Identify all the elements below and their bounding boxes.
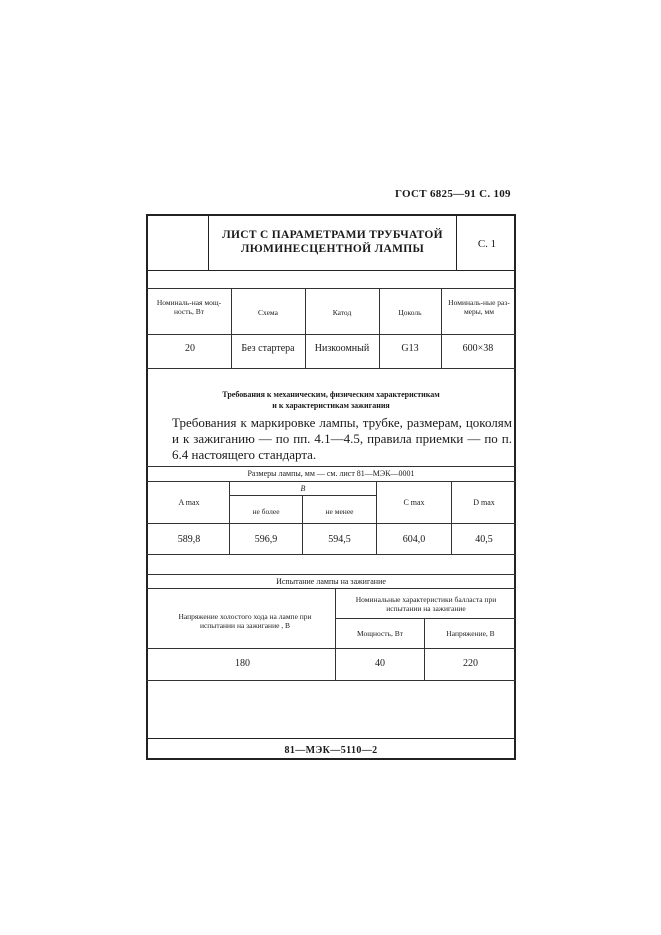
params-header-power: Номиналь-ная мощ-ность, Вт bbox=[156, 298, 222, 316]
params-header-cathode: Катод bbox=[332, 308, 352, 317]
divider bbox=[456, 214, 457, 270]
ignition-header-volt: Напряжение, В bbox=[446, 629, 495, 638]
params-value-cathode: Низкоомный bbox=[314, 343, 370, 354]
dimensions-header-b-min: не менее bbox=[325, 507, 354, 516]
divider bbox=[146, 738, 516, 739]
dimensions-value-d: 40,5 bbox=[475, 534, 493, 545]
dimensions-value-c: 604,0 bbox=[402, 534, 426, 545]
dimensions-header-c: C max bbox=[403, 498, 425, 507]
ignition-header-power: Мощность, Вт bbox=[356, 629, 403, 638]
divider bbox=[146, 466, 516, 467]
divider bbox=[146, 680, 516, 681]
dimensions-caption: Размеры лампы, мм — см. лист 81—МЭК—0001 bbox=[247, 469, 415, 478]
divider bbox=[146, 588, 516, 589]
params-value-dimensions: 600×38 bbox=[462, 343, 494, 354]
params-header-base: Цоколь bbox=[398, 308, 422, 317]
divider bbox=[146, 270, 516, 271]
divider bbox=[146, 334, 516, 335]
divider bbox=[146, 554, 516, 555]
dimensions-value-b-max: 596,9 bbox=[254, 534, 278, 545]
divider bbox=[231, 288, 232, 368]
divider bbox=[146, 648, 516, 649]
requirements-heading-line2: и к характеристикам зажигания bbox=[272, 401, 390, 410]
dimensions-header-a: A max bbox=[178, 498, 200, 507]
ignition-value-volt: 220 bbox=[463, 658, 478, 669]
params-value-power: 20 bbox=[185, 343, 195, 354]
params-header-dimensions: Номиналь-ные раз-меры, мм bbox=[448, 298, 510, 316]
requirements-text: Требования к маркировке лампы, трубке, размерам, цоколям и к зажиганию — по пп. 4.1—4.5, правила приемки — по п. 6.4 настоящего стандарта. bbox=[172, 415, 512, 462]
dimensions-value-b-min: 594,5 bbox=[328, 534, 351, 545]
divider bbox=[229, 495, 376, 496]
divider bbox=[146, 523, 516, 524]
ignition-header-ballast: Номинальные характеристики балласта при испытании на зажигание bbox=[355, 595, 497, 613]
divider bbox=[424, 618, 425, 680]
requirements-heading-line1: Требования к механическим, физическим характеристикам bbox=[222, 390, 440, 399]
params-header-scheme: Схема bbox=[258, 308, 278, 317]
dimensions-header-d: D max bbox=[473, 498, 495, 507]
divider bbox=[441, 288, 442, 368]
divider bbox=[379, 288, 380, 368]
divider bbox=[146, 574, 516, 575]
requirements-heading bbox=[150, 389, 512, 411]
params-value-scheme: Без стартера bbox=[241, 343, 295, 354]
divider bbox=[146, 368, 516, 369]
sheet-page-label: С. 1 bbox=[477, 238, 497, 250]
sheet-footer: 81—МЭК—5110—2 bbox=[284, 745, 378, 756]
divider bbox=[146, 288, 516, 289]
dimensions-header-b: B bbox=[300, 484, 306, 493]
ignition-header-voltage: Напряжение холостого хода на лампе при испытании на зажигание , В bbox=[178, 612, 312, 630]
dimensions-header-b-max: не более bbox=[252, 507, 280, 516]
ignition-value-power: 40 bbox=[375, 658, 385, 669]
divider bbox=[305, 288, 306, 368]
ignition-value-voltage: 180 bbox=[235, 658, 250, 669]
divider bbox=[208, 214, 209, 270]
sheet-title: ЛИСТ С ПАРАМЕТРАМИ ТРУБЧАТОЙ ЛЮМИНЕСЦЕНТНОЙ ЛАМПЫ bbox=[222, 229, 443, 255]
divider bbox=[335, 618, 516, 619]
divider bbox=[302, 495, 303, 554]
dimensions-value-a: 589,8 bbox=[177, 534, 201, 545]
ignition-caption: Испытание лампы на зажигание bbox=[276, 577, 386, 586]
page-header: ГОСТ 6825—91 С. 109 bbox=[395, 188, 511, 200]
params-value-base: G13 bbox=[401, 343, 419, 354]
divider bbox=[146, 481, 516, 482]
